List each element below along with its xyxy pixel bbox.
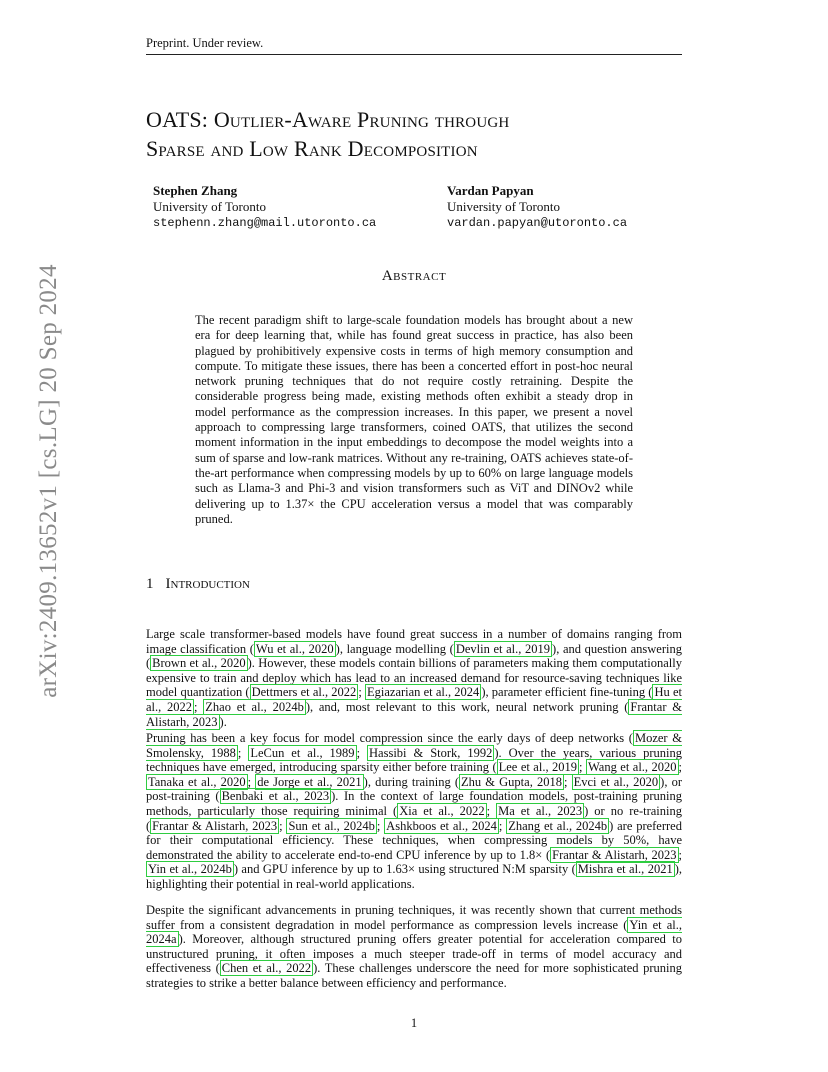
citation-link[interactable]: LeCun et al., 1989 — [250, 745, 355, 760]
paragraph-text: ; — [678, 847, 683, 862]
citation-link[interactable]: Wang et al., 2020 — [587, 760, 677, 775]
paragraph-text: ), during training ( — [363, 774, 460, 789]
paragraph-text: ). Over the years, various pruning techniques have emerged, introducing sparsity either before training ( — [146, 745, 682, 775]
page-number: 1 — [410, 1016, 418, 1030]
citation-link[interactable]: Mozer & Smolensky, 1988 — [146, 731, 682, 760]
citation-link[interactable]: Xia et al., 2022 — [399, 803, 485, 818]
citation-link[interactable]: Tanaka et al., 2020 — [148, 774, 246, 789]
paper-title — [146, 105, 706, 163]
paragraph-text: ), highlighting their potential in real-world applications. — [146, 862, 682, 891]
citation-link[interactable]: Frantar & Alistarh, 2023 — [152, 818, 278, 833]
author-affiliation: University of Toronto — [447, 199, 560, 214]
citation-link[interactable]: Lee et al., 2019 — [498, 760, 578, 775]
paragraph-text: ; — [194, 699, 204, 714]
paragraph-text: ; — [358, 685, 365, 700]
author-email: stephenn.zhang@mail.utoronto.ca — [153, 216, 377, 230]
citation-link[interactable]: Frantar & Alistarh, 2023 — [552, 847, 677, 862]
author-name: Vardan Papyan — [447, 183, 534, 198]
citation-link[interactable]: Hu et al., 2022 — [146, 685, 682, 714]
paragraph-text: ). Moreover, although structured pruning offers greater potential for acceleration compared to unstructured pruning, it often imposes a much steeper trade-off in terms of model accuracy and effectiveness ( — [146, 932, 682, 976]
citation-link[interactable]: Ma et al., 2023 — [498, 803, 583, 818]
citation-link[interactable]: Brown et al., 2020 — [152, 656, 246, 671]
paragraph-text: ; — [678, 760, 682, 775]
paragraph-text: ). However, these models contain billions of parameters making them computationally expensive to train and deploy which has lead to an increased demand for resource-saving techniques like model quantization ( — [146, 656, 682, 700]
paragraph-text: ). These challenges underscore the need for more sophisticated pruning strategies to strike a better balance between efficiency and performance. — [146, 961, 682, 990]
arxiv-sidebar-stamp — [35, 264, 62, 698]
intro-paragraph-1 — [146, 627, 682, 729]
arxiv-identifier: arXiv:2409.13652v1 [cs.LG] 20 Sep 2024 — [35, 264, 62, 698]
paragraph-text: ; — [486, 803, 497, 818]
citation-link[interactable]: Zhao et al., 2024b — [205, 699, 304, 714]
running-header: Preprint. Under review. — [146, 36, 682, 55]
paragraph-text: ), language modelling ( — [335, 641, 454, 656]
section-title: Introduction — [165, 576, 250, 592]
intro-paragraph-3 — [146, 903, 682, 991]
citation-link[interactable]: Dettmers et al., 2022 — [251, 685, 357, 700]
citation-link[interactable]: Zhang et al., 2024b — [508, 818, 608, 833]
citation-link[interactable]: Wu et al., 2020 — [255, 641, 334, 656]
paragraph-text: ; — [498, 818, 507, 833]
paragraph-text: Despite the significant advancements in pruning techniques, it was recently shown that current methods suffer from a consistent degradation in model performance as compression levels increase ( — [146, 903, 682, 932]
paragraph-text: ) and GPU inference by up to 1.63× using structured N:M sparsity ( — [233, 862, 576, 877]
paragraph-text: ) or no re-training ( — [146, 803, 683, 833]
paragraph-text: ) are preferred for their computational efficiency. These techniques, when compressing models by 50%, have demonstrated the ability to accelerate end-to-end CPU inference by up to 1.8× ( — [146, 818, 682, 862]
citation-link[interactable]: Chen et al., 2022 — [221, 961, 312, 976]
citation-link[interactable]: Devlin et al., 2019 — [455, 641, 551, 656]
citation-link[interactable]: de Jorge et al., 2021 — [257, 774, 362, 789]
citation-link[interactable]: Hassibi & Stork, 1992 — [369, 745, 493, 760]
intro-paragraph-2 — [146, 731, 682, 892]
author-email: vardan.papyan@utoronto.ca — [447, 216, 628, 230]
abstract-body: The recent paradigm shift to large-scale foundation models has brought about a new era for deep learning that, while has found great success in practice, has also been plagued by prohibitively expensive costs in terms of high memory consumption and compute. To mitigate these issues, there has been a concerted effort in post-hoc neural network pruning techniques that do not require costly retraining. Despite the considerable progress being made, existing methods often exhibit a steady drop in model performance as the compression increases. In this paper, we present a novel approach to compressing large transformers, coined OATS, that utilizes the second moment information in the input embeddings to decompose the model weights into a sum of sparse and low-rank matrices. Without any re-training, OATS achieves state-of-the-art performance when compressing models by up to 60% on large language models such as Llama-3 and Phi-3 and vision transformers such as ViT and DINOv2 while delivering up to 1.37× the CPU acceleration versus a model that was comparably pruned. — [195, 313, 633, 526]
paragraph-text: ), and, most relevant to this work, neural network pruning ( — [305, 699, 629, 714]
author-affiliation: University of Toronto — [153, 199, 266, 214]
paragraph-text: ). In the context of large foundation models, post-training pruning methods, particularly those requiring minimal ( — [146, 789, 682, 818]
citation-link[interactable]: Mishra et al., 2021 — [577, 862, 673, 877]
paragraph-text: ; — [579, 760, 586, 775]
title-line-2: Sparse and Low Rank Decomposition — [146, 136, 478, 161]
paragraph-text: ), parameter efficient fine-tuning ( — [481, 685, 653, 700]
citation-link[interactable]: Sun et al., 2024b — [288, 818, 375, 833]
citation-link[interactable]: Yin et al., 2024a — [146, 917, 682, 947]
citation-link[interactable]: Yin et al., 2024b — [148, 862, 232, 877]
paragraph-text: ; — [237, 745, 249, 760]
section-number: 1 — [146, 576, 154, 592]
abstract-heading: Abstract — [381, 268, 447, 284]
paragraph-text: Large scale transformer-based models have found great success in a number of domains ranging from image classification ( — [146, 627, 682, 656]
citation-link[interactable]: Ashkboos et al., 2024 — [386, 818, 497, 833]
paragraph-text: ; — [247, 774, 256, 789]
citation-link[interactable]: Benbaki et al., 2023 — [221, 789, 330, 804]
paragraph-text: ; — [376, 818, 385, 833]
paragraph-text: ). — [219, 714, 227, 729]
paragraph-text: ; — [279, 818, 287, 833]
title-line-1: OATS: Outlier-Aware Pruning through — [146, 107, 510, 132]
paragraph-text: ; — [356, 745, 368, 760]
paragraph-text: Pruning has been a key focus for model compression since the early days of deep networks ( — [146, 731, 633, 745]
section-heading — [146, 576, 250, 593]
paragraph-text: ), or post-training ( — [146, 774, 682, 804]
author-block-1 — [153, 183, 376, 231]
paragraph-text: ), and question answering ( — [146, 641, 682, 671]
citation-link[interactable]: Evci et al., 2020 — [573, 774, 659, 789]
author-block-2 — [447, 183, 627, 231]
citation-link[interactable]: Zhu & Gupta, 2018 — [461, 774, 562, 789]
paragraph-text: ; — [563, 774, 572, 789]
citation-link[interactable]: Egiazarian et al., 2024 — [366, 685, 480, 700]
citation-link[interactable]: Frantar & Alistarh, 2023 — [146, 699, 682, 729]
author-name: Stephen Zhang — [153, 183, 238, 198]
